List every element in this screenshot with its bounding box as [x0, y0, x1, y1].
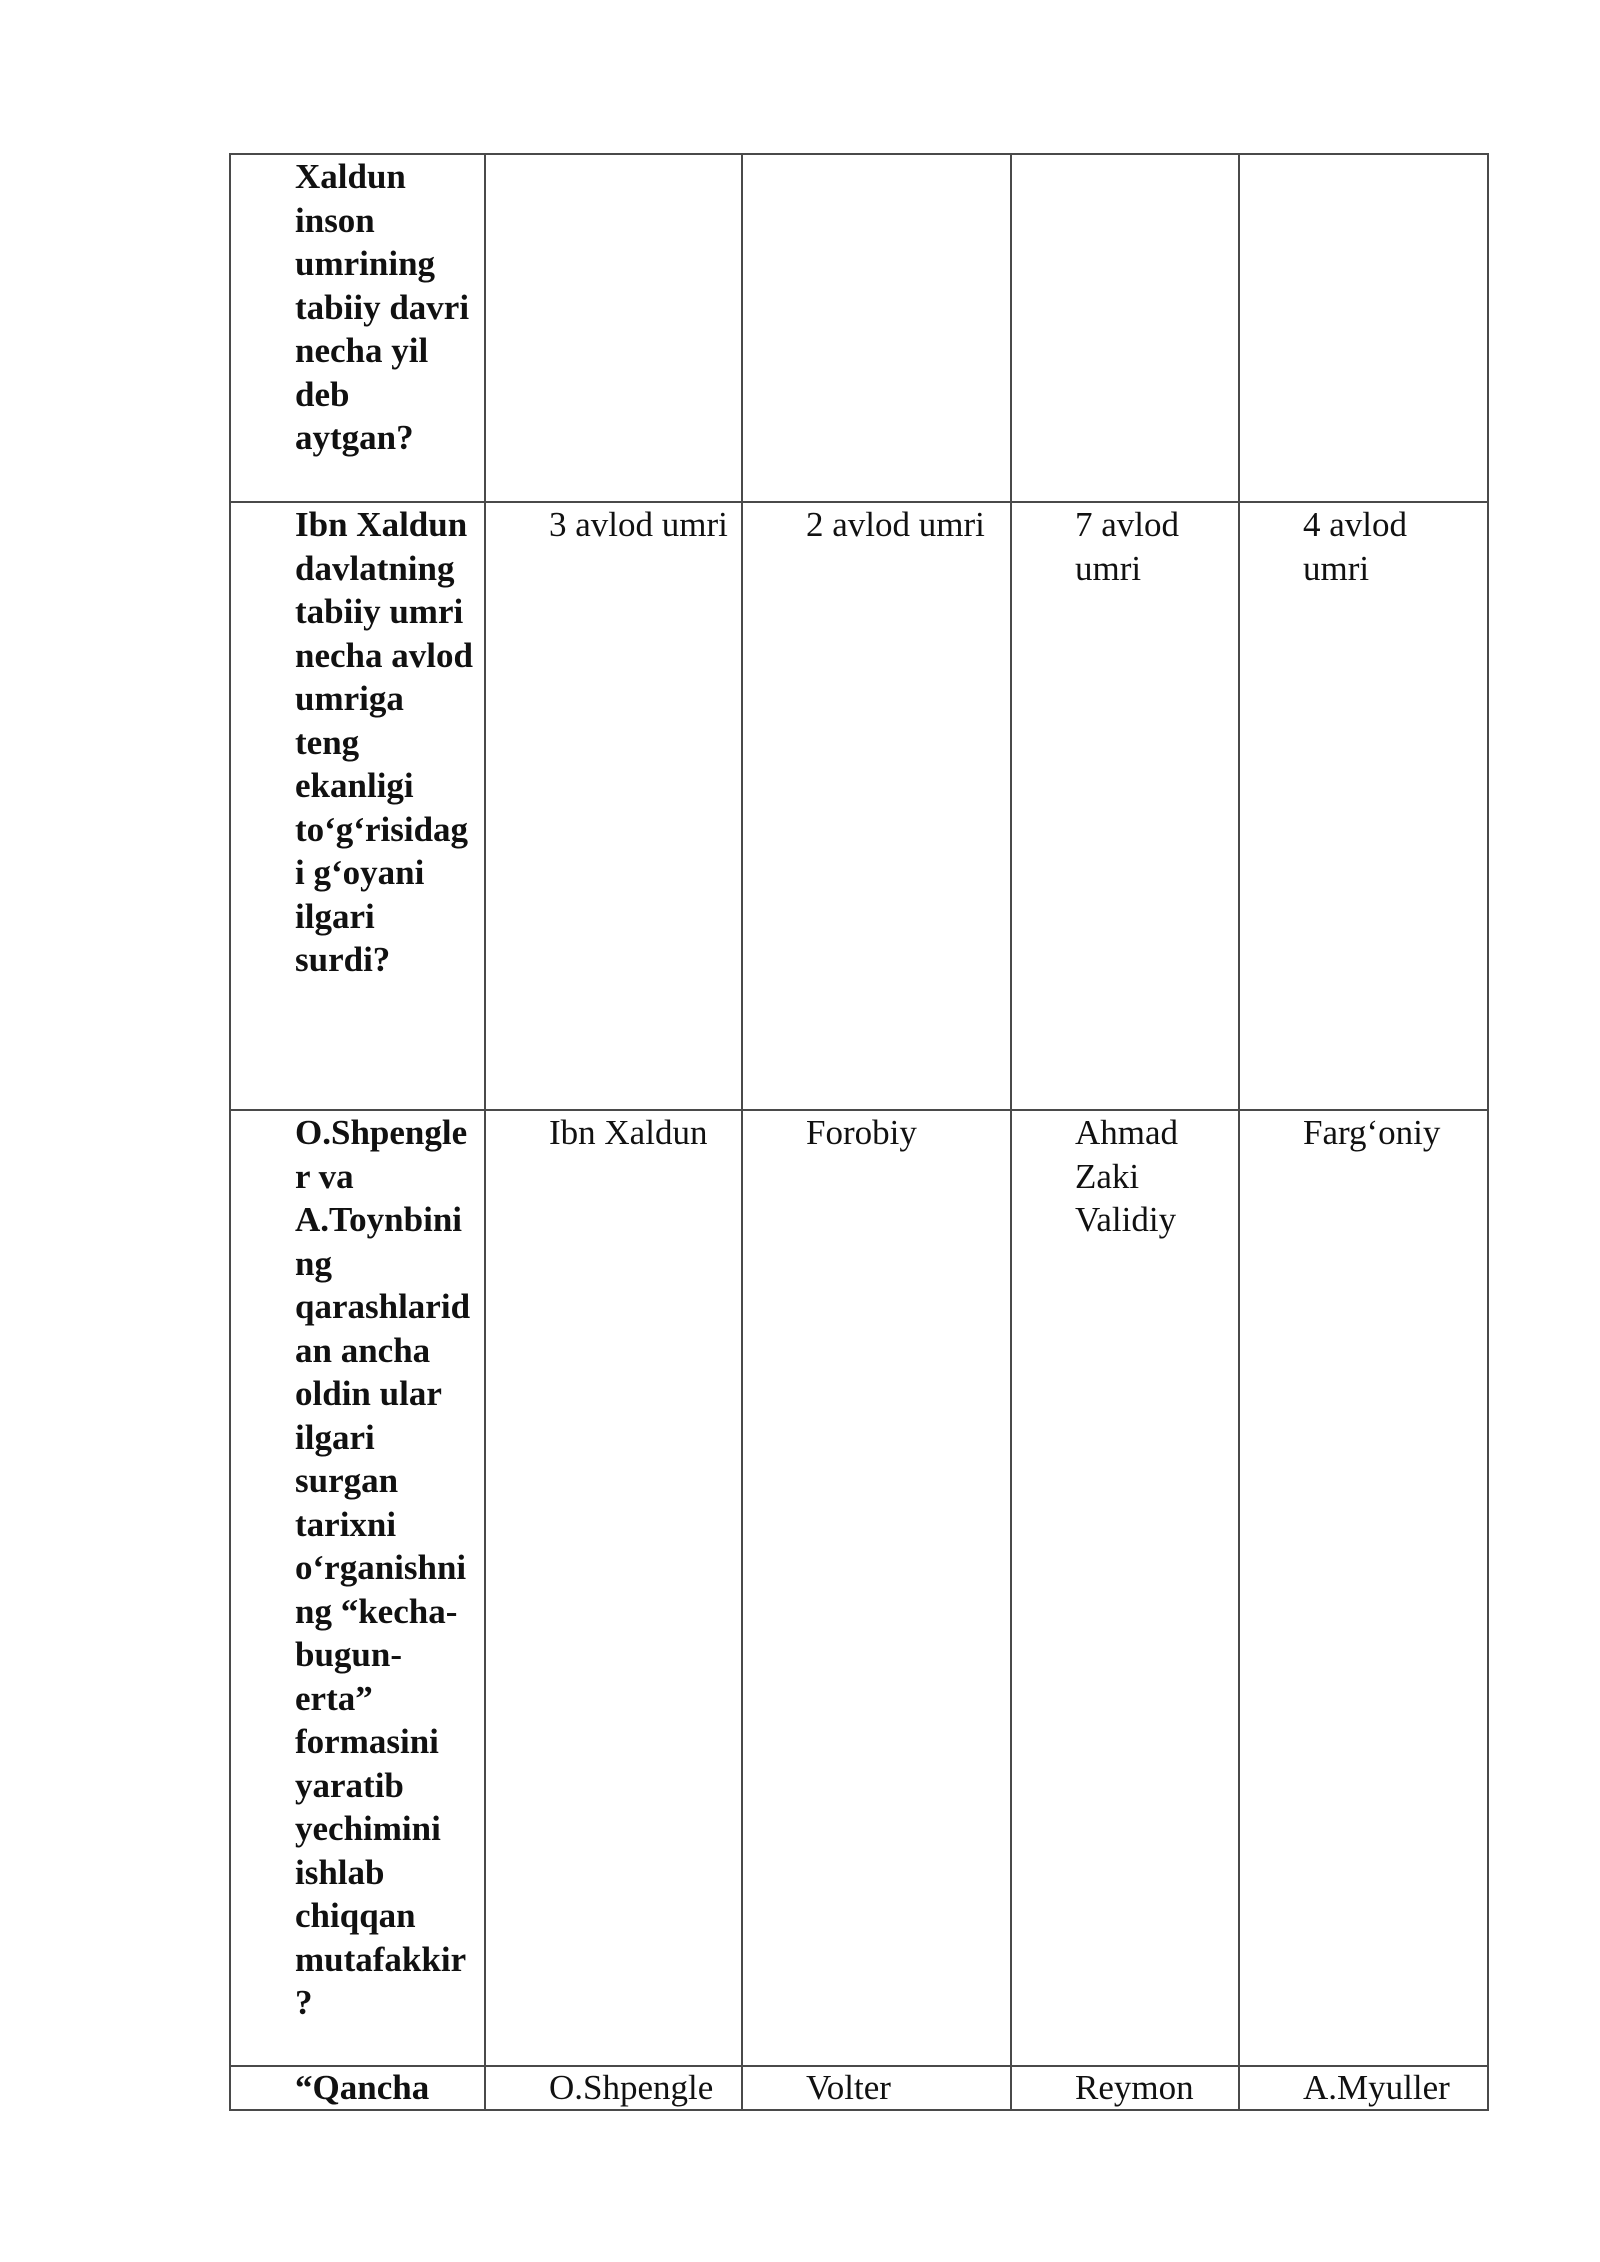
option-text: Forobiy	[806, 1113, 917, 1152]
option-cell-c	[1011, 502, 1239, 1110]
option-text: A.Myuller	[1303, 2068, 1450, 2107]
option-cell-a	[485, 502, 742, 1110]
table-row	[230, 2066, 1488, 2110]
question-text: O.Shpengler va A.Toynbining qarashlaridan ancha oldin ular ilgari surgan tarixni o‘rganishning “kecha-bugun-erta” formasini yaratib yechimini ishlab chiqqan mutafakkir?	[295, 1113, 471, 2022]
option-text: Ahmad Zaki Validiy	[1075, 1113, 1179, 1239]
option-cell-c	[1011, 2066, 1239, 2110]
quiz-table	[229, 153, 1489, 2111]
option-cell-b	[742, 502, 1011, 1110]
option-text: 4 avlod umri	[1303, 505, 1408, 588]
option-text: Ibn Xaldun	[549, 1113, 708, 1152]
question-cell	[230, 154, 485, 502]
question-text: “Qancha	[295, 2068, 430, 2107]
table-row	[230, 1110, 1488, 2066]
option-text: Farg‘oniy	[1303, 1113, 1441, 1152]
option-cell-b	[742, 154, 1011, 502]
option-cell-a	[485, 1110, 742, 2066]
table-row	[230, 502, 1488, 1110]
option-cell-d	[1239, 154, 1488, 502]
option-cell-a	[485, 2066, 742, 2110]
option-cell-b	[742, 2066, 1011, 2110]
option-cell-c	[1011, 1110, 1239, 2066]
question-text: Ibn Xaldun davlatning tabiiy umri necha avlod umriga teng ekanligi to‘g‘risidagi g‘oyani ilgari surdi?	[295, 505, 473, 979]
option-cell-c	[1011, 154, 1239, 502]
option-text: 2 avlod umri	[806, 505, 985, 544]
option-cell-d	[1239, 2066, 1488, 2110]
option-text: Reymon	[1075, 2068, 1194, 2107]
question-cell	[230, 1110, 485, 2066]
option-text: O.Shpengle	[549, 2068, 714, 2107]
option-cell-b	[742, 1110, 1011, 2066]
option-text: Volter	[806, 2068, 891, 2107]
option-text: 7 avlod umri	[1075, 505, 1180, 588]
question-cell	[230, 502, 485, 1110]
option-text: 3 avlod umri	[549, 505, 728, 544]
option-cell-d	[1239, 1110, 1488, 2066]
question-cell	[230, 2066, 485, 2110]
option-cell-d	[1239, 502, 1488, 1110]
table-row	[230, 154, 1488, 502]
question-text: Xaldun inson umrining tabiiy davri necha yil deb aytgan?	[295, 157, 470, 457]
option-cell-a	[485, 154, 742, 502]
